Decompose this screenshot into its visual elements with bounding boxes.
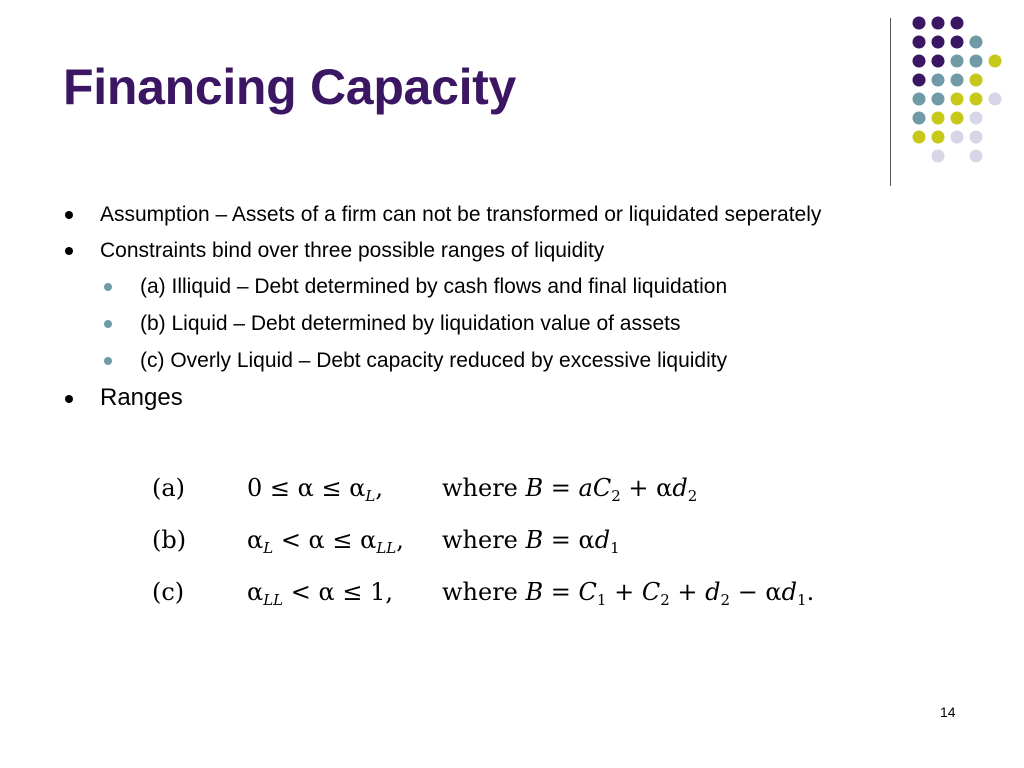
dot [951, 93, 964, 106]
dot [913, 112, 926, 125]
dot [970, 131, 983, 144]
dot [932, 36, 945, 49]
dot [913, 74, 926, 87]
dot [951, 55, 964, 68]
page-number: 14 [940, 704, 956, 720]
dot [913, 36, 926, 49]
dot [913, 93, 926, 106]
dot [932, 112, 945, 125]
dot [989, 93, 1002, 106]
dot [970, 150, 983, 163]
bullet-assumption: Assumption – Assets of a firm can not be transformed or liquidated seperately [60, 200, 880, 230]
equation-condition-b: $\alpha_L < \alpha \le \alpha_{LL}$, [247, 526, 404, 557]
dot [951, 131, 964, 144]
decorative-dot-grid [0, 0, 1024, 200]
equation-formula-c: where $B = C_1 + C_2 + d_2 - \alpha d_1$. [442, 578, 815, 609]
dot [932, 74, 945, 87]
slide-title: Financing Capacity [63, 59, 517, 115]
dot [951, 112, 964, 125]
dot [951, 36, 964, 49]
equation-condition-c: $\alpha_{LL} < \alpha \le 1$, [247, 578, 393, 609]
dot [932, 55, 945, 68]
subbullet-overly-liquid: (c) Overly Liquid – Debt capacity reduced by excessive liquidity [60, 346, 880, 376]
dot [932, 150, 945, 163]
dot [970, 93, 983, 106]
dot [932, 131, 945, 144]
subbullet-liquid: (b) Liquid – Debt determined by liquidation value of assets [60, 309, 880, 339]
dot [932, 17, 945, 30]
bullet-ranges: Ranges [60, 383, 880, 413]
equation-label-a: (a) [152, 474, 186, 502]
dot [970, 112, 983, 125]
equation-condition-a: $0 \le \alpha \le \alpha_L$, [247, 474, 384, 505]
dot [970, 74, 983, 87]
equation-formula-a: where $B = aC_2 + \alpha d_2$ [442, 474, 698, 505]
dot [913, 131, 926, 144]
dot [970, 55, 983, 68]
equation-label-b: (b) [152, 526, 187, 554]
dot [951, 17, 964, 30]
slide-body [60, 200, 880, 419]
dot [970, 36, 983, 49]
dot [989, 55, 1002, 68]
subbullet-illiquid: (a) Illiquid – Debt determined by cash flows and final liquidation [60, 272, 880, 302]
vertical-divider [890, 18, 891, 186]
dot [932, 93, 945, 106]
equation-label-c: (c) [152, 578, 185, 606]
bullet-constraints: Constraints bind over three possible ranges of liquidity [60, 236, 880, 266]
dot [913, 17, 926, 30]
dot [913, 55, 926, 68]
equation-formula-b: where $B = \alpha d_1$ [442, 526, 620, 557]
dot [951, 74, 964, 87]
